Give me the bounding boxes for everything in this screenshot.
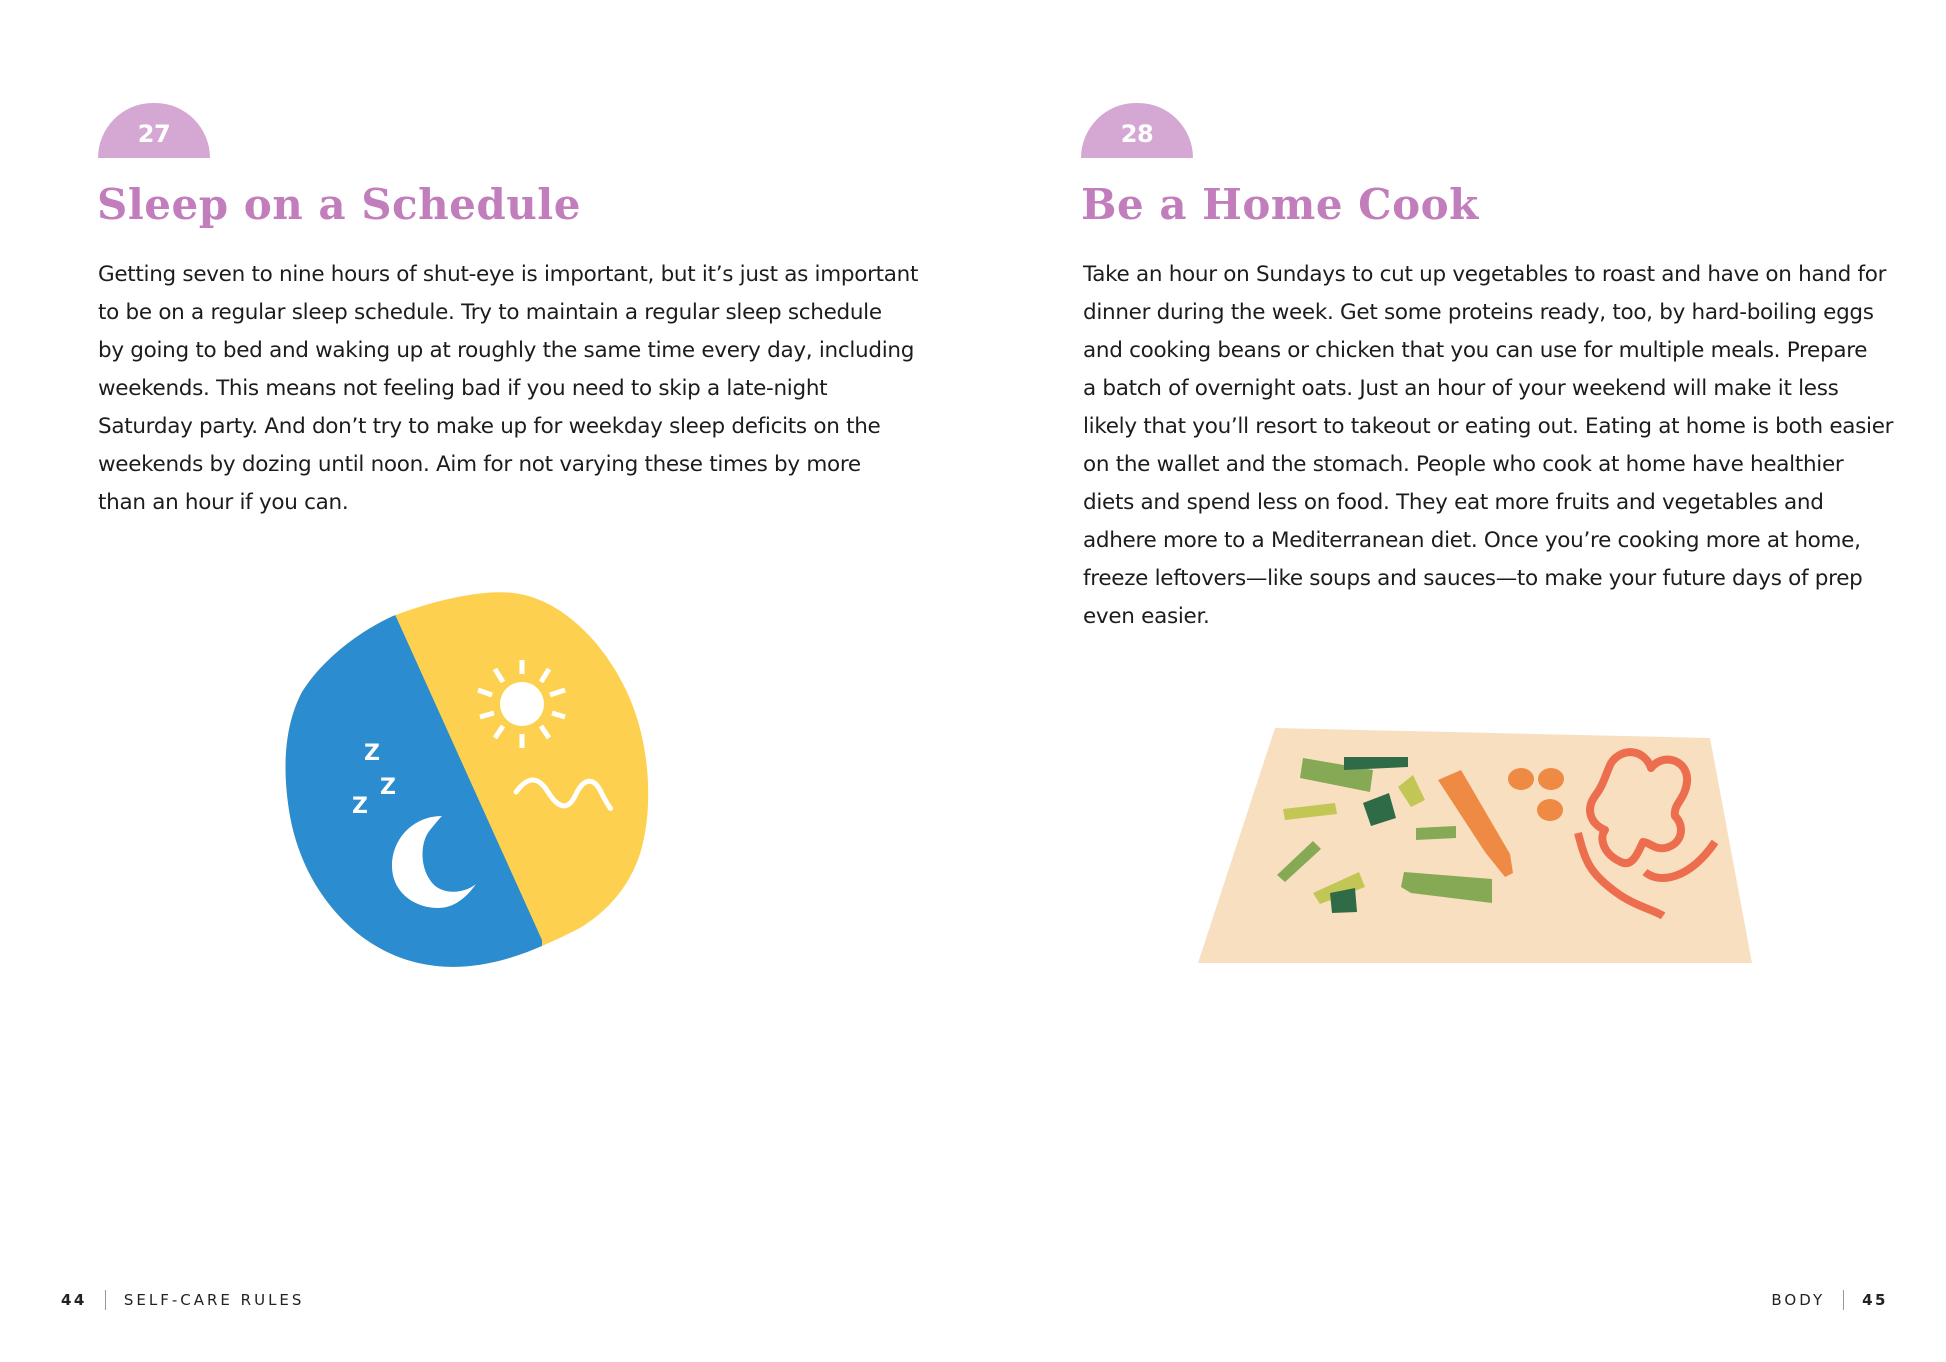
body-line: and cooking beans or chicken that you can use for multiple meals. Prepare [1083,338,1868,363]
body-line: even easier. [1083,604,1210,629]
rule-number: 27 [137,120,171,148]
body-line: likely that you’ll resort to takeout or eating out. Eating at home is both easier [1083,414,1894,439]
day-night-illustration [280,580,660,980]
body-line: adhere more to a Mediterranean diet. Once you’re cooking more at home, [1083,528,1861,553]
body-line: diets and spend less on food. They eat more fruits and vegetables and [1083,490,1824,515]
body-line: by going to bed and waking up at roughly the same time every day, including [98,338,915,363]
page-title: Sleep on a Schedule [97,180,581,229]
right-page [973,0,1946,1362]
body-line: to be on a regular sleep schedule. Try to maintain a regular sleep schedule [98,300,882,325]
cutting-board-illustration [1193,720,1763,970]
body-line: a batch of overnight oats. Just an hour of your weekend will make it less [1083,376,1839,401]
page-number: 44 [61,1291,87,1309]
body-line: than an hour if you can. [98,490,349,515]
body-line: freeze leftovers—like soups and sauces—to make your future days of prep [1083,566,1863,591]
footer-divider [105,1290,106,1310]
rule-number-badge [1081,103,1193,158]
body-line: Take an hour on Sundays to cut up vegetables to roast and have on hand for [1083,262,1887,287]
svg-text:Z: Z [380,775,396,800]
svg-text:Z: Z [352,794,368,819]
body-paragraph [98,256,919,522]
body-line: weekends. This means not feeling bad if you need to skip a late-night [98,376,828,401]
page-number: 45 [1862,1291,1888,1309]
page-footer [1771,1290,1888,1310]
body-line: on the wallet and the stomach. People who cook at home have healthier [1083,452,1844,477]
body-paragraph [1083,256,1894,636]
page-title: Be a Home Cook [1081,180,1479,229]
body-line: weekends by dozing until noon. Aim for not varying these times by more [98,452,861,477]
rule-number: 28 [1120,120,1154,148]
footer-divider [1843,1290,1844,1310]
body-line: dinner during the week. Get some proteins ready, too, by hard-boiling eggs [1083,300,1874,325]
body-line: Getting seven to nine hours of shut-eye is important, but it’s just as important [98,262,919,287]
section-name: BODY [1771,1291,1826,1309]
rule-number-badge [98,103,210,158]
page-footer [61,1290,304,1310]
svg-text:Z: Z [364,741,380,766]
body-line: Saturday party. And don’t try to make up for weekday sleep deficits on the [98,414,881,439]
section-name: SELF-CARE RULES [123,1291,305,1309]
